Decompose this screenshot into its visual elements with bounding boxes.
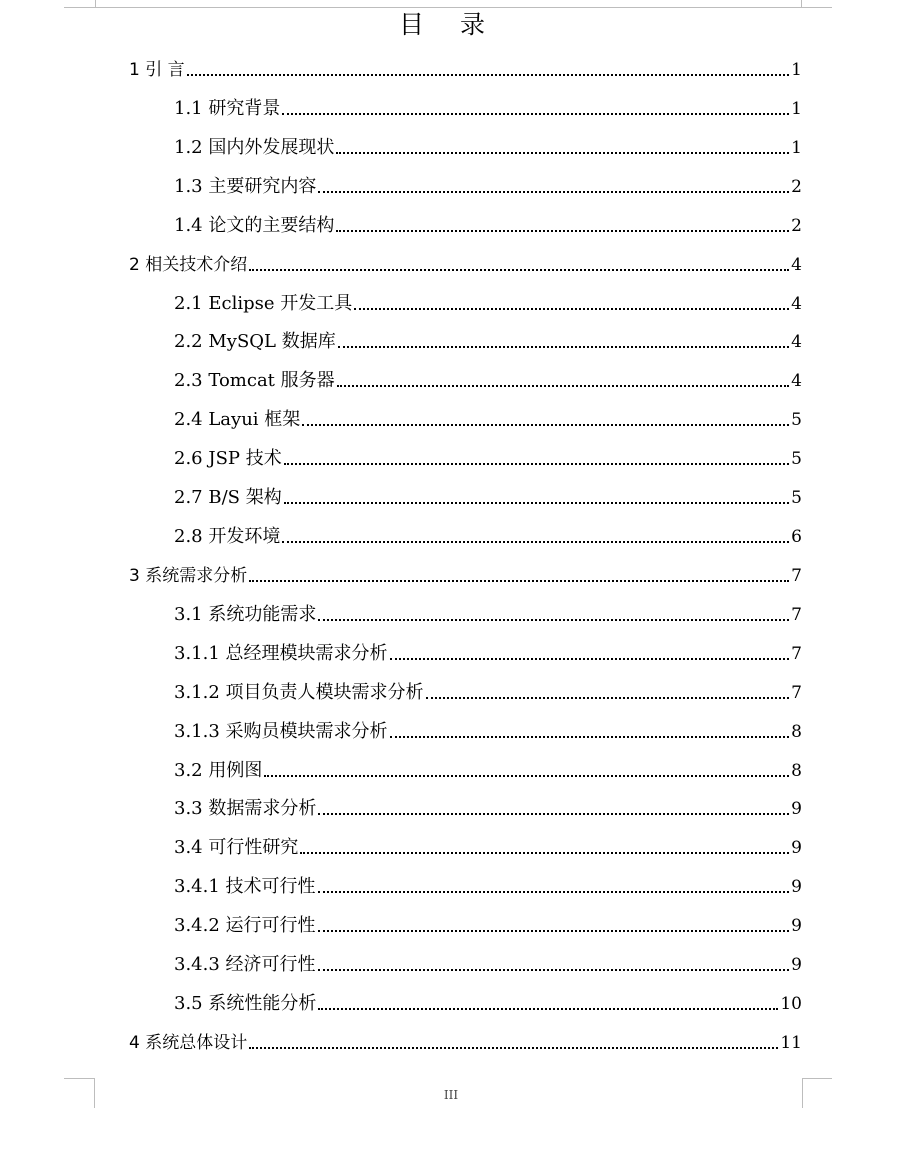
toc-entry[interactable] (174, 756, 802, 782)
toc-dot-leader (318, 891, 790, 893)
toc-entry-label: 3.4.1 技术可行性 (174, 876, 316, 898)
toc-entry[interactable] (174, 872, 802, 898)
toc-dot-leader (338, 346, 789, 348)
toc-entry-label: 2 相关技术介绍 (129, 254, 248, 275)
toc-entry[interactable] (174, 989, 802, 1015)
toc-dot-leader (390, 658, 790, 660)
toc-entry-page: 1 (791, 60, 802, 80)
toc-entry-page: 9 (791, 955, 802, 976)
toc-entry-label: 3.4.2 运行可行性 (174, 915, 316, 937)
toc-dot-leader (284, 502, 789, 504)
toc-entry-page: 5 (791, 488, 802, 509)
toc-entry-page: 2 (791, 215, 802, 236)
toc-entry-page: 11 (780, 1033, 802, 1053)
toc-entry-label: 2.7 B/S 架构 (174, 487, 282, 509)
toc-entry-page: 4 (791, 254, 802, 275)
toc-entry-label: 3.1.2 项目负责人模块需求分析 (174, 681, 424, 703)
toc-dot-leader (318, 619, 789, 621)
toc-entry[interactable] (129, 250, 802, 276)
toc-entry[interactable] (174, 94, 802, 120)
toc-entry[interactable] (174, 366, 802, 392)
toc-dot-leader (426, 697, 790, 699)
toc-entry[interactable] (174, 600, 802, 626)
toc-entry-label: 3 系统需求分析 (129, 565, 248, 586)
toc-dot-leader (354, 308, 789, 310)
toc-entry-page: 5 (791, 410, 802, 431)
toc-entry[interactable] (129, 55, 802, 81)
toc-dot-leader (318, 969, 790, 971)
toc-entry-label: 3.4 可行性研究 (174, 837, 299, 859)
toc-entry-page: 2 (791, 176, 802, 197)
toc-entry[interactable] (174, 911, 802, 937)
toc-dot-leader (249, 580, 789, 582)
toc-dot-leader (264, 775, 789, 777)
toc-entry[interactable] (174, 133, 802, 159)
toc-entry-label: 2.6 JSP 技术 (174, 448, 282, 470)
toc-entry-label: 1.4 论文的主要结构 (174, 214, 335, 236)
toc-entry-page: 10 (780, 994, 802, 1015)
toc-entry-page: 5 (791, 449, 802, 470)
toc-entry-page: 9 (791, 799, 802, 820)
toc-entry[interactable] (174, 833, 802, 859)
toc-dot-leader (302, 424, 789, 426)
toc-dot-leader (390, 736, 790, 738)
toc-entry[interactable] (174, 211, 802, 237)
toc-entry-label: 3.4.3 经济可行性 (174, 954, 316, 976)
toc-entry[interactable] (174, 444, 802, 470)
toc-entry[interactable] (174, 794, 802, 820)
toc-entry-label: 2.4 Layui 框架 (174, 409, 301, 431)
toc-entry-label: 3.1.1 总经理模块需求分析 (174, 642, 388, 664)
toc-entry-label: 3.1 系统功能需求 (174, 603, 317, 625)
toc-entry[interactable] (174, 522, 802, 548)
toc-entry-label: 1 引 言 (129, 60, 185, 80)
toc-entry-label: 2.3 Tomcat 服务器 (174, 370, 335, 392)
toc-entry-label: 4 系统总体设计 (129, 1033, 248, 1053)
crop-mark (95, 0, 96, 7)
toc-dot-leader (318, 1008, 778, 1010)
toc-entry-label: 1.3 主要研究内容 (174, 175, 317, 197)
toc-entry-page: 4 (791, 371, 802, 392)
page-title: 目 录 (399, 10, 499, 39)
toc-dot-leader (282, 113, 789, 115)
crop-mark (802, 1078, 832, 1079)
toc-dot-leader (318, 191, 789, 193)
toc-entry-page: 6 (791, 527, 802, 548)
toc-dot-leader (282, 541, 789, 543)
crop-mark (801, 0, 802, 7)
toc-entry-page: 1 (791, 137, 802, 158)
toc-dot-leader (318, 813, 789, 815)
toc-dot-leader (336, 230, 789, 232)
toc-dot-leader (284, 463, 789, 465)
toc-entry-page: 7 (791, 565, 802, 586)
toc-entry-label: 2.1 Eclipse 开发工具 (174, 292, 353, 314)
toc-entry-page: 8 (791, 760, 802, 781)
toc-entry[interactable] (174, 327, 802, 353)
toc-entry-page: 4 (791, 332, 802, 353)
toc-entry-label: 1.1 研究背景 (174, 97, 281, 119)
toc-dot-leader (300, 852, 789, 854)
page-number: III (443, 1088, 459, 1102)
toc-entry-page: 7 (791, 682, 802, 703)
toc-entry[interactable] (174, 172, 802, 198)
toc-entry-page: 4 (791, 293, 802, 314)
toc-entry-label: 3.1.3 采购员模块需求分析 (174, 720, 388, 742)
toc-entry-page: 7 (791, 643, 802, 664)
toc-dot-leader (318, 930, 790, 932)
toc-dot-leader (337, 385, 790, 387)
toc-entry[interactable] (129, 1028, 802, 1054)
toc-entry[interactable] (174, 289, 802, 315)
toc-dot-leader (336, 152, 789, 154)
toc-entry-label: 3.2 用例图 (174, 759, 263, 781)
toc-entry-page: 7 (791, 604, 802, 625)
toc-entry-label: 3.5 系统性能分析 (174, 993, 317, 1015)
toc-entry-page: 9 (791, 838, 802, 859)
toc-entry-label: 3.3 数据需求分析 (174, 798, 317, 820)
toc-dot-leader (249, 1047, 778, 1049)
toc-entry-label: 2.8 开发环境 (174, 526, 281, 548)
toc-entry[interactable] (174, 717, 802, 743)
toc-dot-leader (187, 74, 790, 76)
toc-entry[interactable] (174, 405, 802, 431)
crop-mark (64, 1078, 95, 1079)
toc-entry[interactable] (129, 561, 802, 587)
toc-entry[interactable] (174, 678, 802, 704)
toc-entry[interactable] (174, 639, 802, 665)
toc-entry-page: 1 (791, 98, 802, 119)
toc-entry-label: 2.2 MySQL 数据库 (174, 331, 336, 353)
toc-entry-page: 9 (791, 916, 802, 937)
toc-entry[interactable] (174, 950, 802, 976)
toc-entry-label: 1.2 国内外发展现状 (174, 136, 335, 158)
toc-entry-page: 9 (791, 877, 802, 898)
toc-entry[interactable] (174, 483, 802, 509)
toc-entry-page: 8 (791, 721, 802, 742)
toc-dot-leader (249, 269, 789, 271)
